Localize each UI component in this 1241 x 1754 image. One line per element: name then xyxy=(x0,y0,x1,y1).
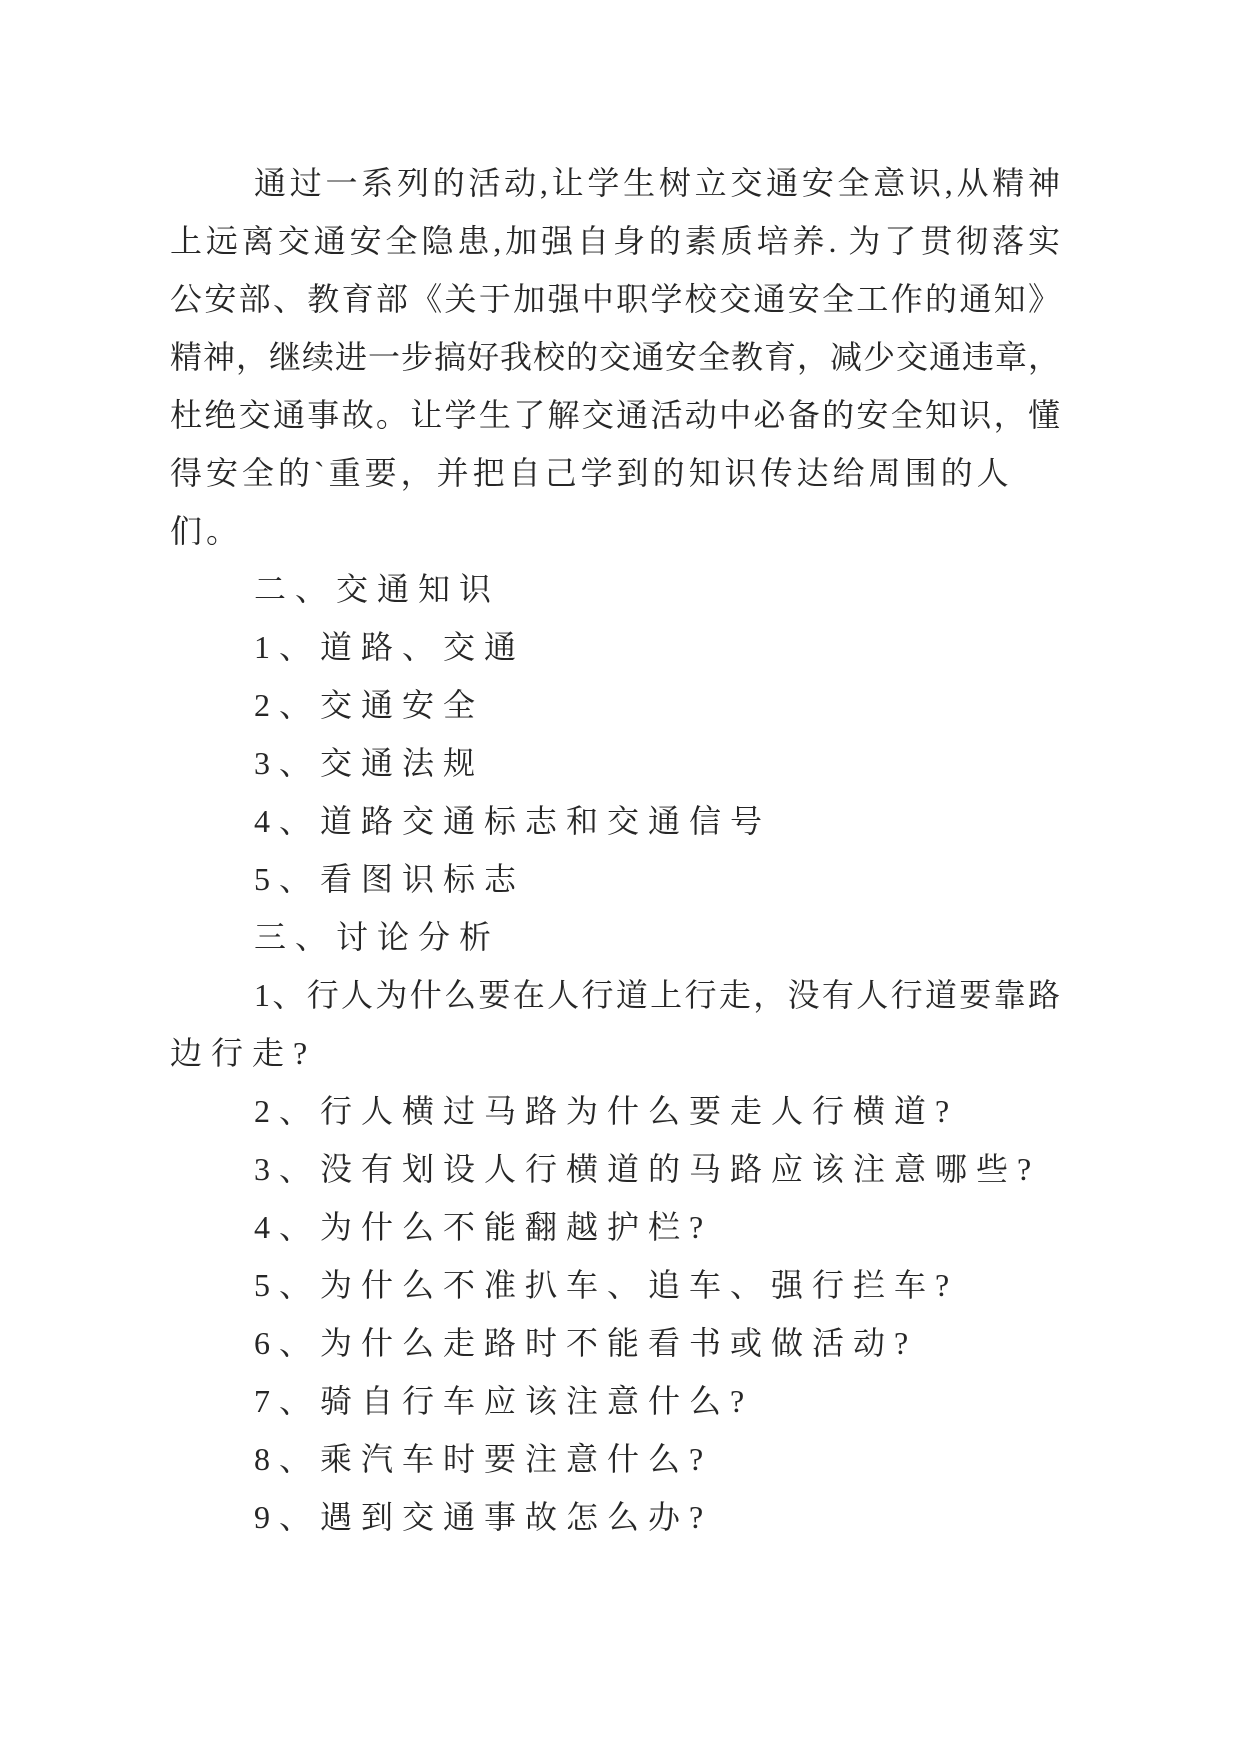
paragraph-line: 上远离交通安全隐患,加强自身的素质培养. 为了贯彻落实 xyxy=(170,223,1060,259)
list-item: 1、道路、交通 xyxy=(254,629,526,665)
question-line: 边行走? xyxy=(170,1035,317,1071)
paragraph-line: 通过一系列的活动,让学生树立交通安全意识,从精神 xyxy=(254,165,1060,201)
question-line: 7、骑自行车应该注意什么? xyxy=(254,1383,754,1419)
list-item: 2、交通安全 xyxy=(254,687,485,723)
question-line: 6、为什么走路时不能看书或做活动? xyxy=(254,1325,918,1361)
question-line: 5、为什么不准扒车、追车、强行拦车? xyxy=(254,1267,959,1303)
question-line: 1、行人为什么要在人行道上行走，没有人行道要靠路 xyxy=(254,977,1060,1013)
question-line: 9、遇到交通事故怎么办? xyxy=(254,1499,713,1535)
question-line: 8、乘汽车时要注意什么? xyxy=(254,1441,713,1477)
section-heading-traffic-knowledge: 二、交通知识 xyxy=(254,571,501,607)
list-item: 3、交通法规 xyxy=(254,745,485,781)
paragraph-line: 得安全的`重要，并把自己学到的知识传达给周围的人们。 xyxy=(170,455,1013,549)
question-line: 3、没有划设人行横道的马路应该注意哪些? xyxy=(254,1151,1041,1187)
section-heading-discussion: 三、讨论分析 xyxy=(254,919,501,955)
paragraph-line: 杜绝交通事故。让学生了解交通活动中必备的安全知识，懂 xyxy=(170,397,1060,433)
list-item: 5、看图识标志 xyxy=(254,861,526,897)
list-item: 4、道路交通标志和交通信号 xyxy=(254,803,772,839)
paragraph-line: 公安部、教育部《关于加强中职学校交通安全工作的通知》 xyxy=(170,281,1060,317)
question-line: 2、行人横过马路为什么要走人行横道? xyxy=(254,1093,959,1129)
paragraph-line: 精神，继续进一步搞好我校的交通安全教育，减少交通违章， xyxy=(170,339,1060,375)
question-line: 4、为什么不能翻越护栏? xyxy=(254,1209,713,1245)
